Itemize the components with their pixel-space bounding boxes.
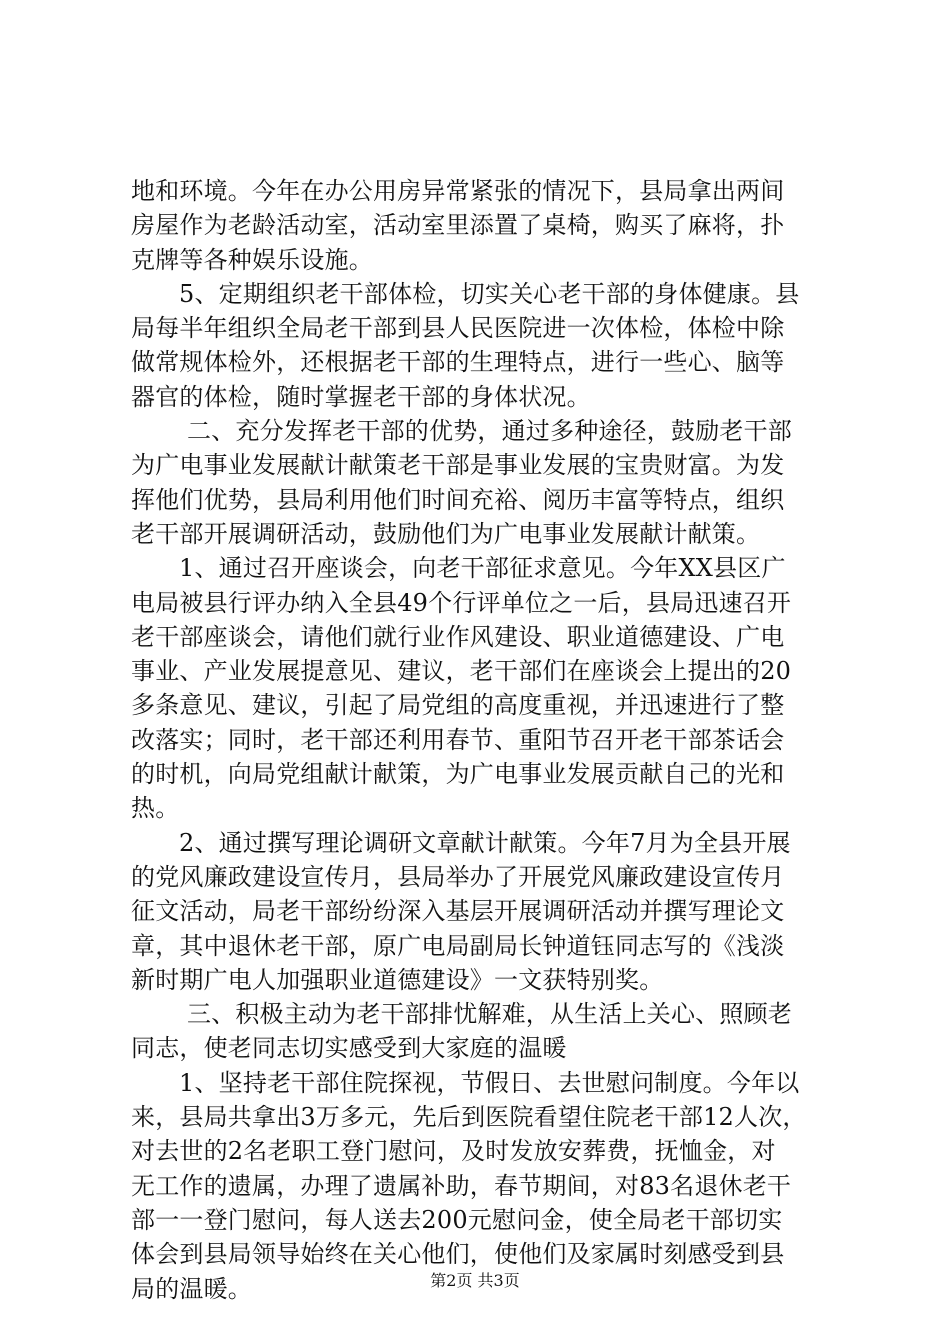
text-line: 电局被县行评办纳入全县49个行评单位之一后，县局迅速召开 — [131, 588, 792, 617]
text-line: 同志，使老同志切实感受到大家庭的温暖 — [131, 1034, 567, 1063]
text-line: 改落实；同时，老干部还利用春节、重阳节召开老干部茶话会 — [131, 725, 785, 754]
text-line: 1、坚持老干部住院探视，节假日、去世慰问制度。今年以 — [179, 1068, 800, 1097]
text-line: 征文活动，局老干部纷纷深入基层开展调研活动并撰写理论文 — [131, 897, 785, 926]
text-line: 局每半年组织全局老干部到县人民医院进一次体检，体检中除 — [131, 314, 785, 343]
text-line: 的党风廉政建设宣传月，县局举办了开展党风廉政建设宣传月 — [131, 862, 785, 891]
text-line: 地和环境。今年在办公用房异常紧张的情况下，县局拿出两间 — [131, 177, 785, 205]
text-line: 章，其中退休老干部，原广电局副局长钟道钰同志写的《浅淡 — [131, 931, 785, 960]
text-line: 事业、产业发展提意见、建议，老干部们在座谈会上提出的20 — [131, 657, 792, 686]
text-line: 2、通过撰写理论调研文章献计献策。今年7月为全县开展 — [179, 828, 791, 857]
text-line: 多条意见、建议，引起了局党组的高度重视，并迅速进行了整 — [131, 691, 785, 720]
text-line: 的时机，向局党组献计献策，为广电事业发展贡献自己的光和 — [131, 760, 785, 789]
page-footer: 第2页 共3页 — [430, 1271, 520, 1290]
text-line: 挥他们优势，县局利用他们时间充裕、阅历丰富等特点，组织 — [131, 485, 785, 514]
text-line: 房屋作为老龄活动室，活动室里添置了桌椅，购买了麻将，扑 — [131, 211, 785, 240]
text-line: 器官的体检，随时掌握老干部的身体状况。 — [131, 382, 591, 411]
text-line: 做常规体检外，还根据老干部的生理特点，进行一些心、脑等 — [131, 348, 785, 377]
document-body — [131, 174, 831, 1306]
text-line: 克牌等各种娱乐设施。 — [131, 245, 373, 274]
text-line: 局的温暖。 — [131, 1274, 252, 1303]
text-line: 来，县局共拿出3万多元，先后到医院看望住院老干部12人次， — [131, 1103, 807, 1132]
text-line: 新时期广电人加强职业道德建设》一文获特别奖。 — [131, 965, 664, 994]
text-line: 无工作的遗属，办理了遗属补助，春节期间，对83名退休老干 — [131, 1171, 792, 1200]
text-line: 体会到县局领导始终在关心他们，使他们及家属时刻感受到县 — [131, 1240, 785, 1269]
text-line: 二、充分发挥老干部的优势，通过多种途径，鼓励老干部 — [187, 417, 792, 446]
text-line: 5、定期组织老干部体检，切实关心老干部的身体健康。县 — [179, 279, 800, 308]
text-line: 为广电事业发展献计献策老干部是事业发展的宝贵财富。为发 — [131, 451, 785, 480]
text-line: 老干部座谈会，请他们就行业作风建设、职业道德建设、广电 — [131, 622, 785, 651]
text-line: 1、通过召开座谈会，向老干部征求意见。今年XX县区广 — [179, 554, 786, 583]
text-line: 部一一登门慰问，每人送去200元慰问金，使全局老干部切实 — [131, 1205, 783, 1234]
text-line: 热。 — [131, 794, 180, 823]
text-line: 对去世的2名老职工登门慰问，及时发放安葬费，抚恤金，对 — [131, 1137, 776, 1166]
text-line: 三、积极主动为老干部排忧解难，从生活上关心、照顾老 — [187, 1000, 792, 1029]
text-line: 老干部开展调研活动，鼓励他们为广电事业发展献计献策。 — [131, 519, 761, 548]
